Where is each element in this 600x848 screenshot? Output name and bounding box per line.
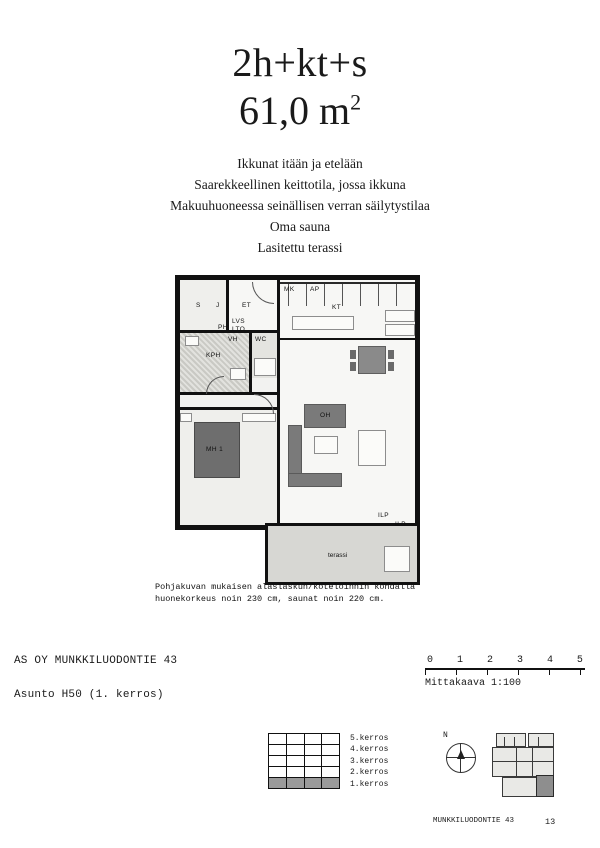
room-label-wc: WC <box>255 335 267 343</box>
site-building-block <box>528 733 554 747</box>
room-label-ph: PH <box>218 323 228 331</box>
scale-tick-label: 0 <box>427 655 434 666</box>
dining-table <box>358 346 386 374</box>
site-highlight-unit <box>536 775 554 797</box>
door-swing <box>254 394 274 414</box>
floor-row <box>269 745 340 756</box>
site-divider <box>504 737 505 747</box>
room-label-et: ET <box>242 301 252 309</box>
room-label-lto: LTO <box>232 325 246 333</box>
floor-labels <box>350 733 388 790</box>
scale-tick-label: 5 <box>576 655 583 666</box>
site-divider <box>492 761 554 762</box>
toilet <box>230 368 246 380</box>
floor-row <box>269 756 340 767</box>
cabinet-divider <box>342 284 343 306</box>
feature-item: Ikkunat itään ja etelään <box>237 156 363 171</box>
room-label-oh: OH <box>320 411 331 419</box>
nightstand <box>180 413 192 422</box>
floor-row <box>269 734 340 745</box>
wall-segment <box>280 338 415 340</box>
feature-item: Makuuhuoneessa seinällisen verran säilytystilaa <box>170 197 430 213</box>
site-map <box>492 733 578 801</box>
scale-tick-label: 3 <box>516 655 523 666</box>
wall-segment <box>249 330 252 394</box>
terrace-table <box>384 546 410 572</box>
ceiling-height-note <box>155 581 455 606</box>
feature-item: Saarekkeellinen keittotila, jossa ikkuna <box>194 176 406 192</box>
room-label-j: J <box>216 301 220 309</box>
floor-label: 2.kerros <box>350 768 389 778</box>
shower <box>185 336 199 346</box>
floor-label: 4.kerros <box>350 745 389 755</box>
area-value: 61,0 m <box>238 88 351 133</box>
washer <box>254 358 276 376</box>
room-label-kt: KT <box>332 303 342 311</box>
floor-grid <box>268 733 340 789</box>
floor-row <box>269 767 340 778</box>
site-divider <box>514 737 515 747</box>
compass-arrow <box>457 750 465 759</box>
room-label-ap: AP <box>310 285 320 293</box>
scale-tick-marks <box>425 670 585 675</box>
wardrobe <box>242 413 276 422</box>
area-title <box>0 88 600 134</box>
chair <box>350 350 356 359</box>
site-building-block <box>496 733 526 747</box>
room-label-s: S <box>196 301 201 309</box>
floor-plan <box>0 275 600 604</box>
sofa <box>288 473 342 487</box>
note-line-2: huonekorkeus noin 230 cm, saunat noin 220 cm. <box>155 593 385 604</box>
room-label-ilp: ILP <box>378 511 389 519</box>
closet <box>385 324 415 336</box>
closet <box>385 310 415 322</box>
room-label-mh: MH 1 <box>206 445 224 453</box>
room-label-mk: MK <box>284 285 295 293</box>
apartment-info: Asunto H50 (1. kerros) <box>14 689 164 701</box>
room-label-kph: KPH <box>206 351 221 359</box>
room-label-lvs: LVS <box>232 317 246 325</box>
chair <box>350 362 356 371</box>
cabinet-divider <box>306 284 307 306</box>
page-number: 13 <box>545 817 556 827</box>
floor-label: 1.kerros <box>350 779 389 789</box>
site-map-caption: MUNKKILUODONTIE 43 <box>433 817 515 825</box>
room-label-terrace: terassi <box>328 551 348 559</box>
kitchen-island <box>292 316 354 330</box>
wall-segment <box>180 392 280 395</box>
wall-segment <box>180 330 280 333</box>
cabinet-divider <box>360 284 361 306</box>
site-divider <box>532 747 533 777</box>
document-footer <box>0 645 600 848</box>
cabinet-divider <box>396 284 397 306</box>
site-divider <box>538 737 539 747</box>
wall-segment <box>280 282 415 284</box>
compass-north-label: N <box>443 731 448 740</box>
floor-row-active <box>269 778 340 789</box>
floor-label: 5.kerros <box>350 734 389 743</box>
cabinet-divider <box>324 284 325 306</box>
feature-item: Lasitettu terassi <box>257 239 343 255</box>
page-title: 2h+kt+s <box>232 40 368 85</box>
compass-icon <box>443 731 482 785</box>
site-building-block <box>492 747 554 777</box>
scale-label: Mittakaava 1:100 <box>425 678 522 689</box>
chair <box>388 350 394 359</box>
scale-bar <box>425 655 585 689</box>
room-label-ilp-2: ILP <box>395 520 406 528</box>
wall-segment <box>277 410 280 525</box>
note-line-1: Pohjakuvan mukaisen alaslaskun/koteloinnin kohdalla <box>155 581 416 592</box>
apartment-outline <box>175 275 420 530</box>
terrace <box>265 520 420 585</box>
cabinet-divider <box>378 284 379 306</box>
company-name: AS OY MUNKKILUODONTIE 43 <box>14 655 178 667</box>
scale-ticks-labels <box>425 655 585 668</box>
chair <box>388 362 394 371</box>
feature-item: Oma sauna <box>269 218 331 234</box>
armchair <box>358 430 386 466</box>
room-label-vh: VH <box>228 335 238 343</box>
document-header <box>0 0 600 259</box>
scale-tick-label: 2 <box>486 655 493 666</box>
site-divider <box>516 747 517 777</box>
floor-indicator <box>268 733 389 789</box>
area-exponent: 2 <box>350 89 362 115</box>
coffee-table <box>314 436 338 454</box>
scale-tick-label: 1 <box>456 655 463 666</box>
wall-segment <box>277 280 280 410</box>
feature-list <box>0 154 600 259</box>
floor-label: 3.kerros <box>350 756 389 766</box>
scale-tick-label: 4 <box>546 655 553 666</box>
